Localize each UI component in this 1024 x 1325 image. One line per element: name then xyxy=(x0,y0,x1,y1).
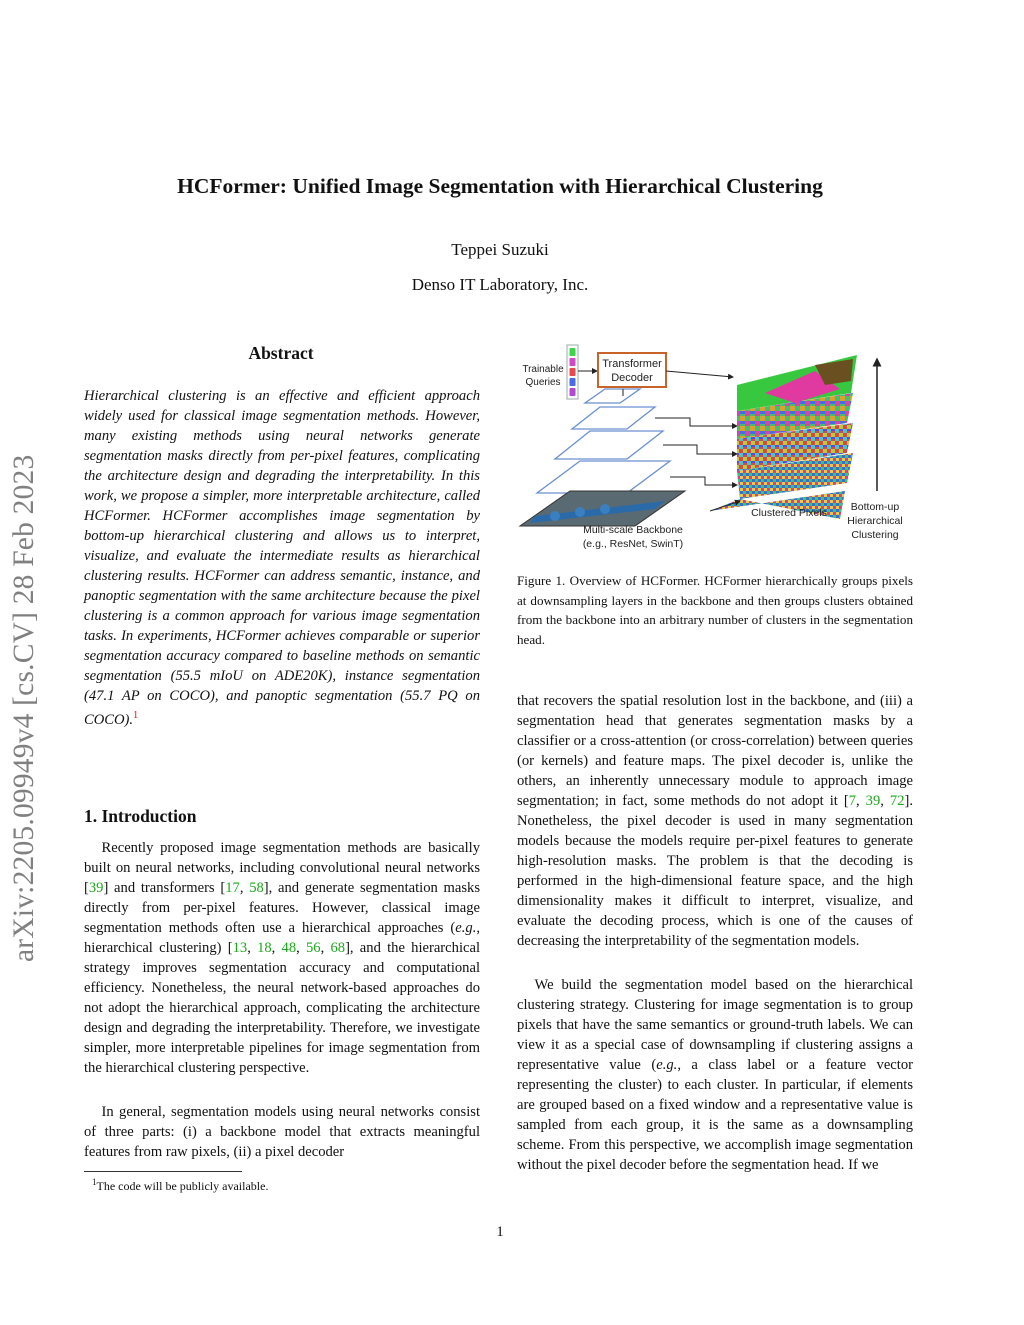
footnote-divider xyxy=(84,1171,242,1172)
bottom-up-label: Hierarchical xyxy=(847,515,903,527)
figure-1 xyxy=(515,341,915,556)
transformer-decoder-label: Transformer xyxy=(602,358,662,370)
citation-link[interactable]: 58 xyxy=(249,880,264,896)
citation-link[interactable]: 48 xyxy=(281,940,297,956)
citation-link[interactable]: 17 xyxy=(225,880,240,896)
query-token xyxy=(570,348,576,356)
paper-title: HCFormer: Unified Image Segmentation with Hierarchical Clustering xyxy=(177,174,823,198)
citation-link[interactable]: 18 xyxy=(257,940,272,956)
query-token xyxy=(570,378,576,386)
backbone-label: (e.g., ResNet, SwinT) xyxy=(582,538,684,550)
trainable-queries-label: Queries xyxy=(525,377,561,388)
query-token xyxy=(570,368,576,376)
citation-link[interactable]: 7 xyxy=(848,793,856,809)
abstract-text: Hierarchical clustering is an effective and efficient approach widely used for classical image segmentation methods. However, many existing methods using neural networks generate segmentation masks directly from per-pixel features, complicating the architecture design and degrading the interpretability. In this work, we propose a simpler, more interpretable architecture, called HCFormer. HCFormer accomplishes image segmentation by bottom-up hierarchical clustering and allows us to interpret, visualize, and evaluate the intermediate results as hierarchical clustering results. HCFormer can address semantic, instance, and panoptic segmentation with the same architecture because the pixel clustering is a common approach for various image segmentation tasks. In experiments, HCFormer achieves comparable or superior segmentation accuracy compared to baseline methods on semantic segmentation (55.5 mIoU on ADE20K), instance segmentation (47.1 AP on COCO), and panoptic segmentation (55.7 PQ on COCO).$^1$ xyxy=(84,388,480,728)
citation-link[interactable]: 39 xyxy=(88,880,104,896)
query-token xyxy=(570,388,576,396)
clustered-pixel-layers xyxy=(710,355,857,519)
backbone-layers xyxy=(520,389,685,526)
section-heading-introduction: 1. Introduction xyxy=(84,806,197,826)
figure-diagram xyxy=(515,341,915,556)
bottom-up-label: Clustering xyxy=(851,529,899,541)
citation-link[interactable]: 56 xyxy=(306,940,321,956)
page-number: 1 xyxy=(496,1224,504,1240)
intro-paragraph-4: We build the segmentation model based on the hierarchical clustering strategy. Clustering for image segmentation is to group pixels that have the same semantics or ground-truth labels. We can view it as a special case of downsampling if clustering assigns a representative value (e.g., a class label or a feature vector representing the cluster) to each cluster. In particular, if elements are grouped based on a fixed window and a representative value is sampled from each group, it is the same as a downsampling scheme. From this perspective, we accomplish image segmentation without the pixel decoder before the segmentation head. If we xyxy=(517,977,913,1173)
footnote: $^1$The code will be publicly available. xyxy=(92,1177,269,1193)
citation-link[interactable]: 68 xyxy=(330,940,346,956)
clustered-pixels-label: Clustered Pixels xyxy=(751,507,827,519)
citation-link[interactable]: 13 xyxy=(232,940,248,956)
backbone-label: Multi-scale Backbone xyxy=(583,524,683,536)
trainable-queries xyxy=(567,345,578,399)
arxiv-stamp: arXiv:2205.09949v4 [cs.CV] 28 Feb 2023 xyxy=(8,454,40,962)
bottom-up-label: Bottom-up xyxy=(850,501,900,513)
figure-caption: Figure 1. Overview of HCFormer. HCFormer hierarchically groups pixels at downsampling layers in the backbone and then groups clusters obtained from the backbone into an arbitrary number of clusters in the segmentation head. xyxy=(517,573,913,647)
intro-paragraph-3: that recovers the spatial resolution lost in the backbone, and (iii) a segmentation head that generates segmentation masks by a classifier or a cross-attention (or cross-correlation) between queries (or kernels) and feature maps. The pixel decoder is, unlike the others, an inherently unnecessary module to approach image segmentation; in fact, some methods do not adopt it [7, 39, 72]. Nonetheless, the pixel decoder is used in many segmentation models because the models require per-pixel features to generate high-resolution masks. The problem is that the decoding is performed in the high-dimensional feature space, and the high dimensionality makes it difficult to interpret, visualize, and evaluate the decoding process, which is one of the causes of decreasing the interpretability of the segmentation models. xyxy=(517,693,914,949)
trainable-queries-label: Trainable xyxy=(522,364,564,375)
footnote-ref[interactable]: 1 xyxy=(133,710,139,721)
intro-paragraph-1: Recently proposed image segmentation methods are basically built on neural networks, including convolutional neural networks [39] and transformers [17, 58], and generate segmentation masks directly from per-pixel features. However, classical image segmentation methods often use a hierarchical approaches (e.g., hierarchical clustering) [13, 18, 48, 56, 68], and the hierarchical strategy improves segmentation accuracy and computational efficiency. Nonetheless, the neural network-based approaches do not adopt the hierarchical approach, complicating the architecture design and degrading the interpretability. Therefore, we investigate simpler, more interpretable pipelines for image segmentation from the hierarchical clustering perspective. xyxy=(84,840,481,1076)
citation-link[interactable]: 39 xyxy=(865,793,881,809)
author-name: Teppei Suzuki xyxy=(451,240,549,259)
transformer-decoder-label: Decoder xyxy=(611,372,653,384)
query-token xyxy=(570,358,576,366)
citation-link[interactable]: 72 xyxy=(889,793,905,809)
abstract-heading: Abstract xyxy=(248,343,314,363)
affiliation: Denso IT Laboratory, Inc. xyxy=(411,275,589,294)
intro-paragraph-2: In general, segmentation models using neural networks consist of three parts: (i) a backbone model that extracts meaningful features from raw pixels, (ii) a pixel decoder xyxy=(84,1104,480,1160)
